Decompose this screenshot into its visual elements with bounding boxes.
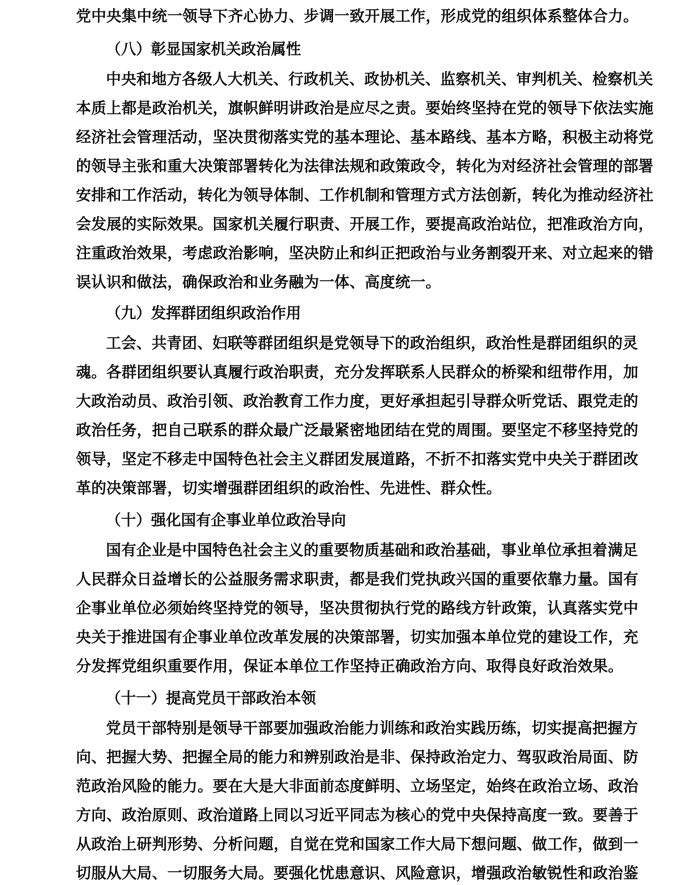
section-9-line: 政治任务，把自己联系的群众最广泛最紧密地团结在党的周围。要坚定不移坚持党的	[76, 421, 639, 439]
section-10-line: 人民群众日益增长的公益服务需求职责，都是我们党执政兴国的重要依靠力量。国有	[76, 570, 639, 588]
section-8-heading: （八）彰显国家机关政治属性	[106, 40, 302, 58]
section-10-line: 国有企业是中国特色社会主义的重要物质基础和政治基础，事业单位承担着满足	[106, 541, 639, 559]
section-8-line: 中央和地方各级人大机关、行政机关、政协机关、监察机关、审判机关、检察机关	[106, 70, 654, 88]
section-8-line: 误认识和做法，确保政治和业务融为一体、高度统一。	[76, 273, 441, 291]
section-11-line: 党员干部特别是领导干部要加强政治能力训练和政治实践历练，切实提高把握方	[106, 719, 639, 737]
section-8-line: 注重政治效果，考虑政治影响，坚决防止和纠正把政治与业务割裂开来、对立起来的错	[76, 244, 654, 262]
section-9-heading: （九）发挥群团组织政治作用	[106, 304, 302, 322]
section-9-line: 大政治动员、政治引领、政治教育工作力度，更好承担起引导群众听党话、跟党走的	[76, 392, 639, 410]
section-10-line: 分发挥党组织重要作用，保证本单位工作坚持正确政治方向、取得良好政治效果。	[76, 657, 624, 675]
section-10-line: 央关于推进国有企事业单位改革发展的决策部署，切实加强本单位党的建设工作，充	[76, 628, 639, 646]
section-11-line: 方向、政治原则、政治道路上同以习近平同志为核心的党中央保持高度一致。要善于	[76, 806, 639, 824]
section-8-line: 的领导主张和重大决策部署转化为法律法规和政策政令，转化为对经济社会管理的部署	[76, 157, 654, 175]
section-9-line: 革的决策部署，切实增强群团组织的政治性、先进性、群众性。	[76, 479, 502, 497]
section-8-line: 会发展的实际效果。国家机关履行职责、开展工作，要提高政治站位，把准政治方向，	[76, 215, 654, 233]
section-9-line: 工会、共青团、妇联等群团组织是党领导下的政治组织，政治性是群团组织的灵	[106, 334, 639, 352]
section-9-line: 魂。各群团组织要认真履行政治职责，充分发挥联系人民群众的桥梁和纽带作用，加	[76, 363, 639, 381]
section-9-line: 领导，坚定不移走中国特色社会主义群团发展道路，不折不扣落实党中央关于群团改	[76, 450, 639, 468]
section-10-line: 企事业单位必须始终坚持党的领导，坚决贯彻执行党的路线方针政策，认真落实党中	[76, 599, 639, 617]
section-8-line: 安排和工作活动，转化为领导体制、工作机制和管理方式方法创新，转化为推动经济社	[76, 186, 654, 204]
top-paragraph-line: 党中央集中统一领导下齐心协力、步调一致开展工作，形成党的组织体系整体合力。	[76, 7, 639, 25]
section-11-heading: （十一）提高党员干部政治本领	[106, 689, 317, 707]
section-11-line: 范政治风险的能力。要在大是大非面前态度鲜明、立场坚定，始终在政治立场、政治	[76, 777, 639, 795]
section-10-heading: （十）强化国有企事业单位政治导向	[106, 511, 347, 529]
section-8-line: 经济社会管理活动，坚决贯彻落实党的基本理论、基本路线、基本方略，积极主动将党	[76, 128, 654, 146]
section-11-line: 向、把握大势、把握全局的能力和辨别政治是非、保持政治定力、驾驭政治局面、防	[76, 748, 639, 766]
section-8-line: 本质上都是政治机关，旗帜鲜明讲政治是应尽之责。要始终坚持在党的领导下依法实施	[76, 99, 654, 117]
section-11-line: 切服从大局、一切服务大局。要强化忧患意识、风险意识，增强政治敏锐性和政治鉴	[76, 864, 639, 882]
section-11-line: 从政治上研判形势、分析问题，自觉在党和国家工作大局下想问题、做工作，做到一	[76, 835, 639, 853]
